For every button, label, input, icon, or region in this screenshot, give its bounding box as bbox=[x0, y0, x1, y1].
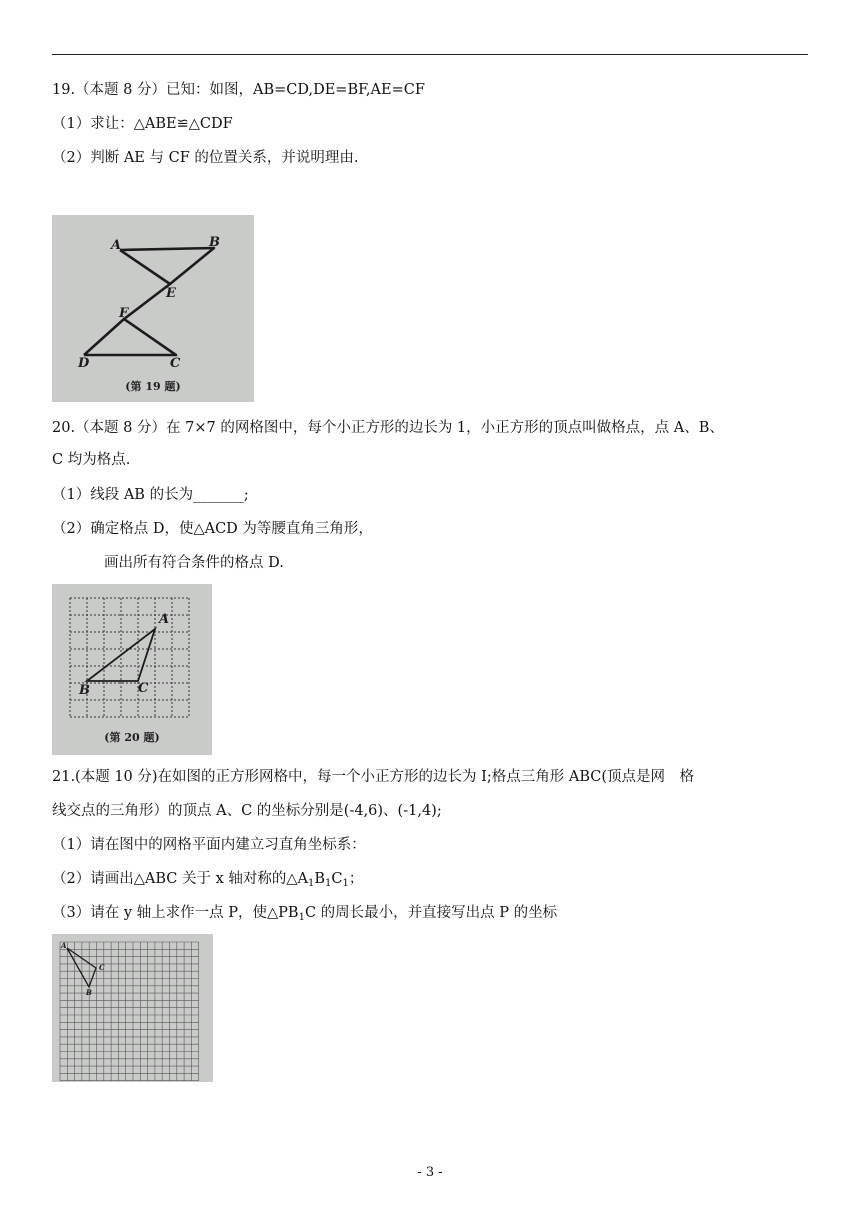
q19-part1: （1）求让：△ABE≌△CDF bbox=[52, 116, 233, 132]
q21-part3: （3）请在 y 轴上求作一点 P，使$\triangle PB_1C$ 的周长最小，并直接写出点 P 的坐标 bbox=[52, 905, 558, 923]
q19-caption: (第 19 题) bbox=[125, 380, 181, 393]
q19-title: 19.（本题 8 分）已知：如图，AB=CD,DE=BF,AE=CF bbox=[52, 82, 425, 98]
q20-part1: （1）线段 AB 的长为_______; bbox=[52, 487, 249, 503]
q20-caption: (第 20 题) bbox=[104, 731, 160, 744]
label-c: C bbox=[138, 681, 149, 696]
q21-grid bbox=[60, 942, 199, 1081]
q19-figure bbox=[52, 215, 254, 402]
label-f: F bbox=[119, 306, 129, 321]
q20-title: 20.（本题 8 分）在 7×7 的网格图中，每个小正方形的边长为 1，小正方形的顶点叫做格点，点 A、B、 bbox=[52, 420, 724, 436]
triangle-abc bbox=[67, 948, 96, 987]
q20-title-cont: C 均为格点. bbox=[52, 452, 131, 468]
q20-part2-cont: 画出所有符合条件的格点 D. bbox=[104, 555, 284, 571]
q19-part2: （2）判断 AE 与 CF 的位置关系，并说明理由. bbox=[52, 150, 359, 166]
header-rule bbox=[52, 54, 808, 55]
page-number: - 3 - bbox=[417, 1165, 443, 1180]
label-e: E bbox=[166, 286, 176, 301]
triangle-cdf bbox=[84, 319, 176, 355]
label-b: B bbox=[86, 988, 92, 997]
label-b: B bbox=[79, 683, 90, 698]
q21-figure bbox=[52, 934, 213, 1082]
q21-part1: （1）请在图中的网格平面内建立习直角坐标系： bbox=[52, 837, 366, 853]
label-c: C bbox=[99, 963, 105, 972]
label-b: B bbox=[209, 235, 220, 250]
q21-part2: （2）请画出△ABC 关于 x 轴对称的$\triangle A_1B_1C_1$； bbox=[52, 871, 364, 889]
q21-title-cont: 线交点的三角形）的顶点 A、C 的坐标分别是(-4,6)、(-1,4); bbox=[52, 803, 442, 819]
q20-part2: （2）确定格点 D，使△ACD 为等腰直角三角形， bbox=[52, 521, 373, 537]
triangle-abe bbox=[120, 248, 214, 284]
q21-title: 21.(本题 10 分)在如图的正方形网格中，每一个小正方形的边长为 I;格点三角形 ABC(顶点是网 格 bbox=[52, 769, 695, 785]
q20-grid bbox=[70, 598, 189, 717]
q20-figure bbox=[52, 584, 212, 755]
label-c: C bbox=[170, 356, 181, 371]
label-a: A bbox=[61, 941, 67, 950]
segment-ef bbox=[124, 284, 170, 319]
label-a: A bbox=[159, 612, 170, 627]
triangle-abc bbox=[87, 629, 155, 681]
label-a: A bbox=[111, 238, 122, 253]
label-d: D bbox=[78, 356, 90, 371]
